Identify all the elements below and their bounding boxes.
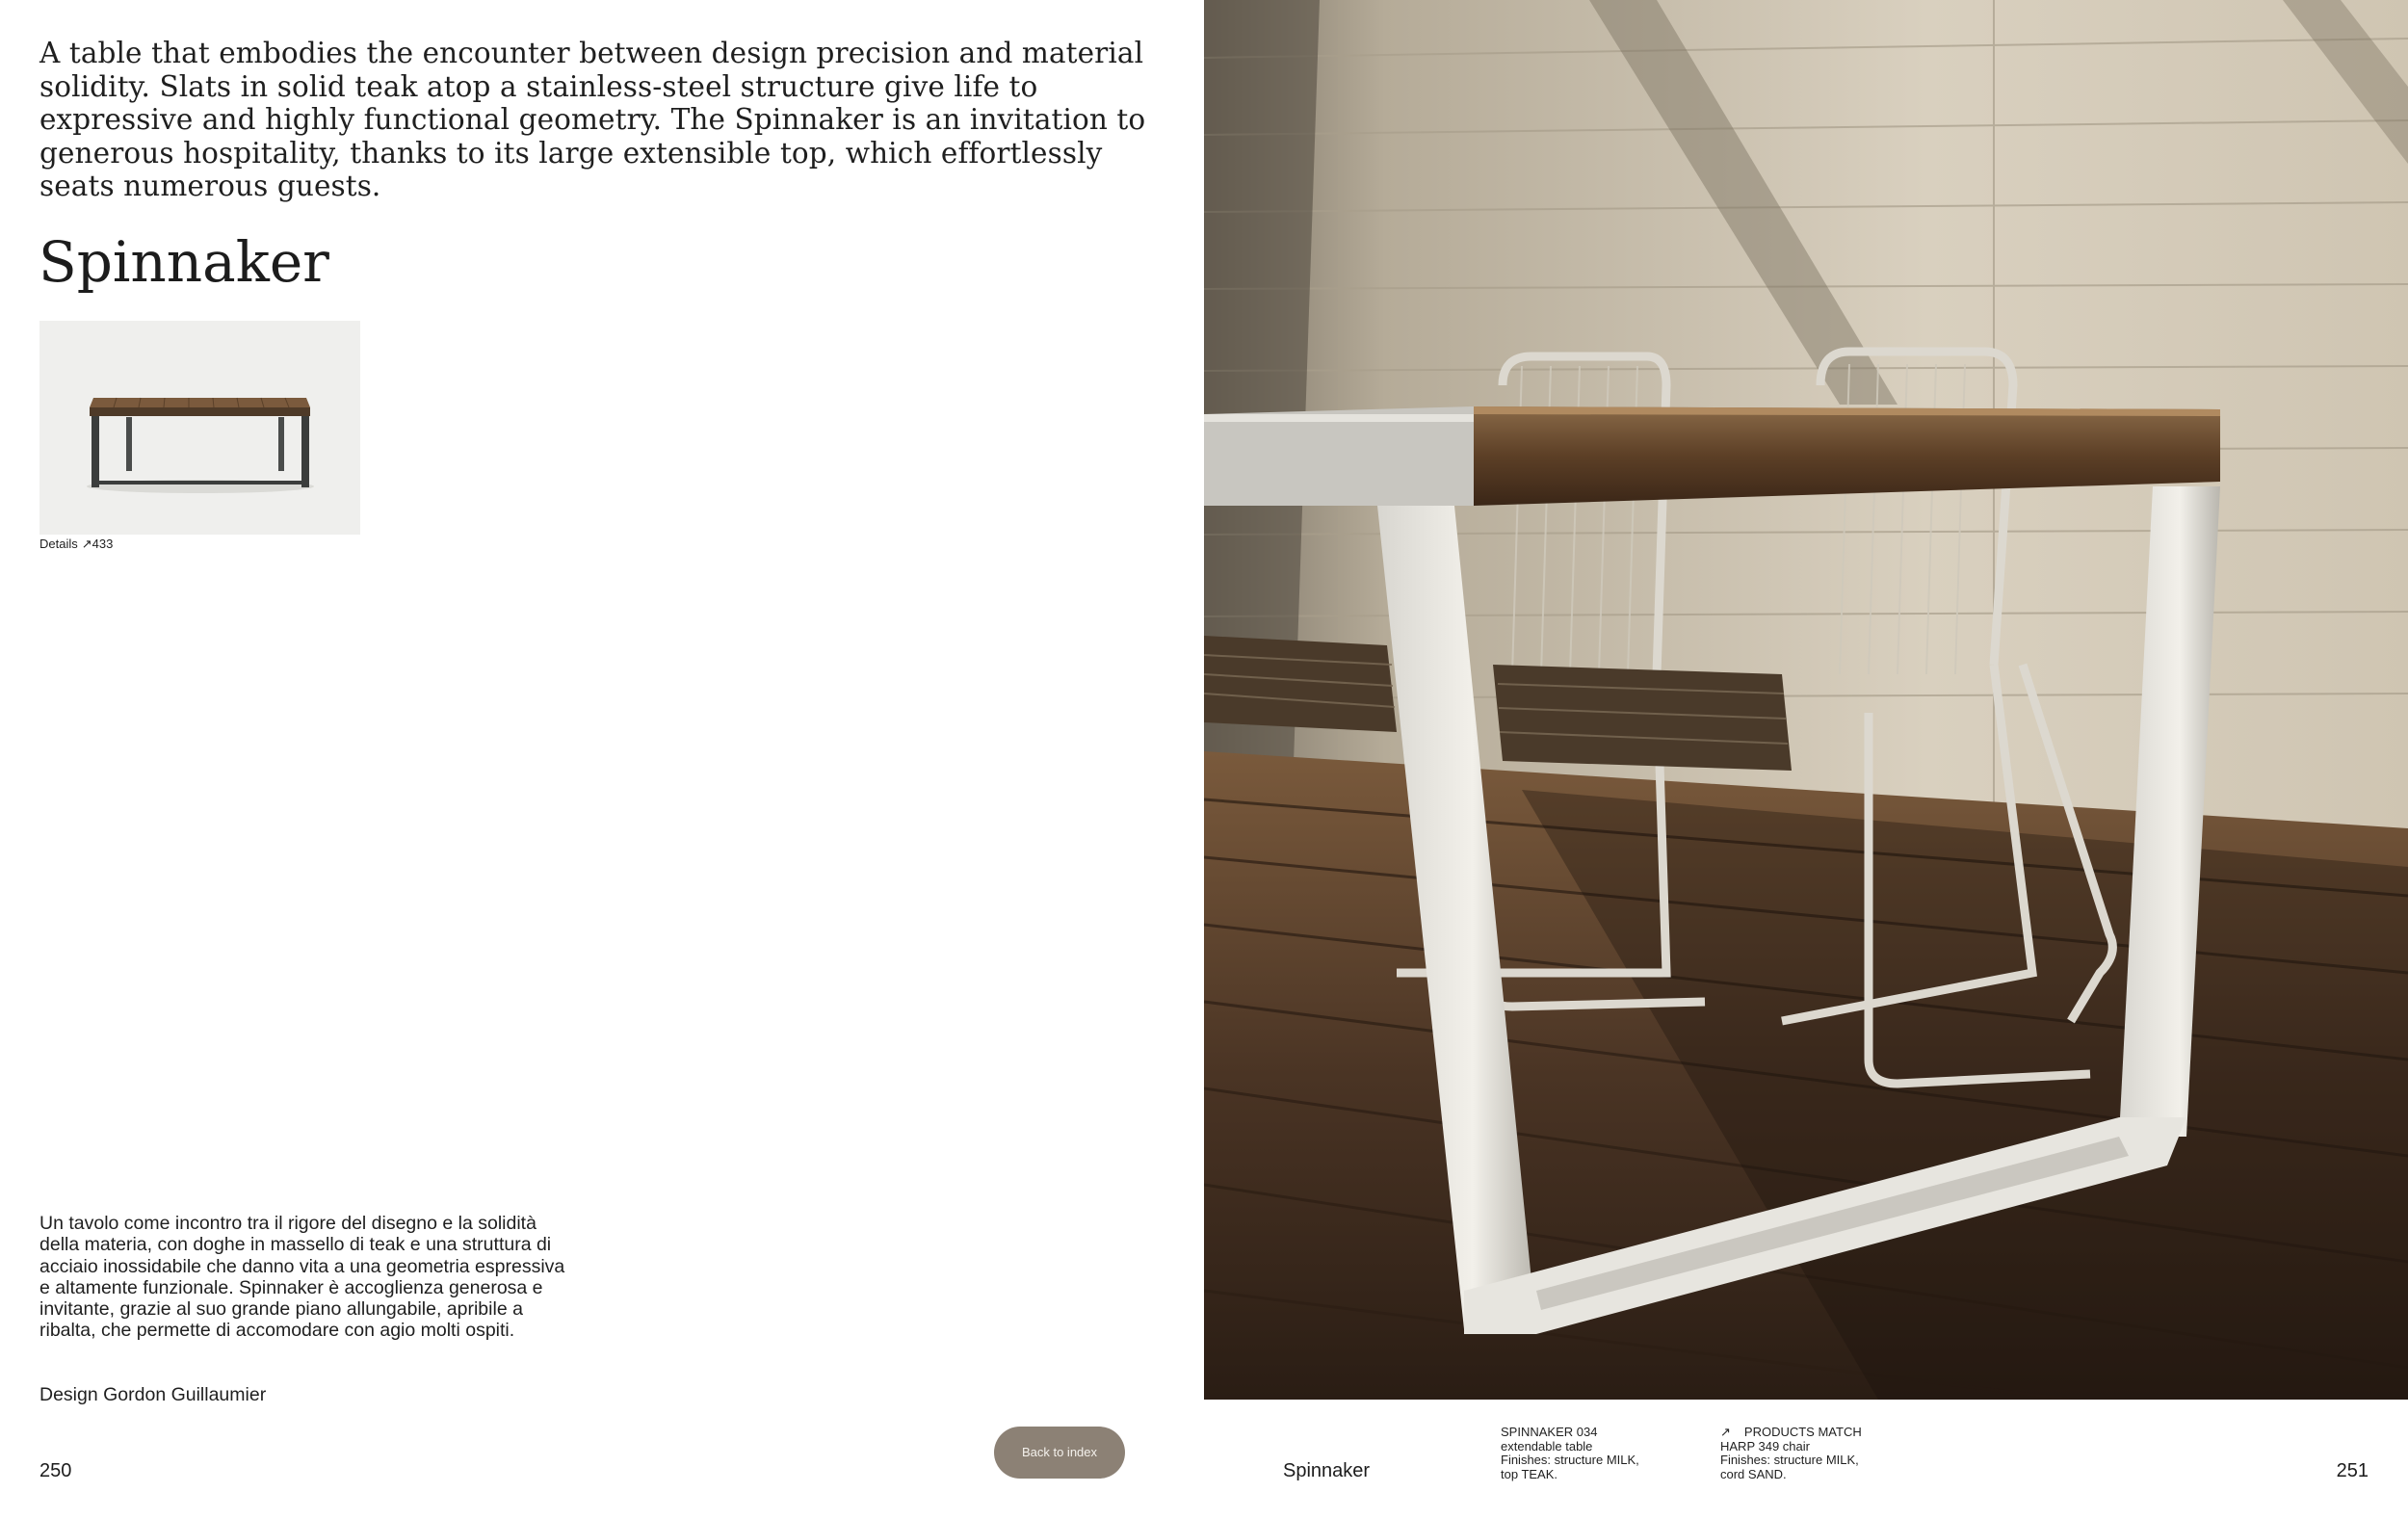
footer-title: Spinnaker [1283, 1460, 1371, 1481]
product-thumbnail[interactable] [39, 321, 360, 535]
match-finishes-2: cord SAND. [1720, 1466, 1787, 1481]
product-photo [1204, 0, 2408, 1400]
details-page-number: 433 [92, 537, 114, 551]
match-product-name: HARP 349 chair [1720, 1438, 1810, 1454]
caption-product-finishes-2: top TEAK. [1501, 1466, 1558, 1481]
page-title: Spinnaker [39, 229, 329, 295]
details-label: Details [39, 537, 78, 551]
details-link[interactable] [39, 537, 113, 552]
products-match-caption[interactable] [1720, 1426, 1862, 1481]
spinnaker-table-photo [1204, 0, 2408, 1400]
arrow-up-right-icon: ↗ [1720, 1425, 1731, 1439]
products-match-heading: PRODUCTS MATCH [1743, 1425, 1862, 1439]
match-finishes-1: Finishes: structure MILK, [1720, 1453, 1859, 1467]
designer-credit: Design Gordon Guillaumier [39, 1384, 267, 1405]
arrow-up-right-icon: ↗ [81, 537, 92, 551]
page-number-right: 251 [2336, 1460, 2369, 1481]
caption-product-name: SPINNAKER 034 [1501, 1425, 1598, 1439]
back-to-index-button[interactable]: Back to index [994, 1427, 1125, 1479]
page-number-left: 250 [39, 1460, 72, 1481]
caption-product-finishes-1: Finishes: structure MILK, [1501, 1453, 1639, 1467]
caption-product-type: extendable table [1501, 1438, 1593, 1454]
intro-english: A table that embodies the encounter between design precision and material solidity. Slats in solid teak atop a stainless-steel structure give life to expressive and highly functional geometry. The Spinnaker is an invitation to generous hospitality, thanks to its large extensible top, which effortlessly seats numerous guests. [39, 37, 1146, 202]
right-page [1204, 0, 2408, 1519]
intro-italian: Un tavolo come incontro tra il rigore del disegno e la solidità della materia, con doghe in massello di teak e una struttura di acciaio inossidabile che danno vita a una geometria espressiva e altamente funzionale. Spinnaker è accoglienza generosa e invitante, grazie al suo grande piano allungabile, apribile a ribalta, che permette di accomodare con agio molti ospiti. [39, 1213, 565, 1342]
product-caption [1501, 1426, 1639, 1481]
table-thumbnail-image [39, 321, 360, 535]
